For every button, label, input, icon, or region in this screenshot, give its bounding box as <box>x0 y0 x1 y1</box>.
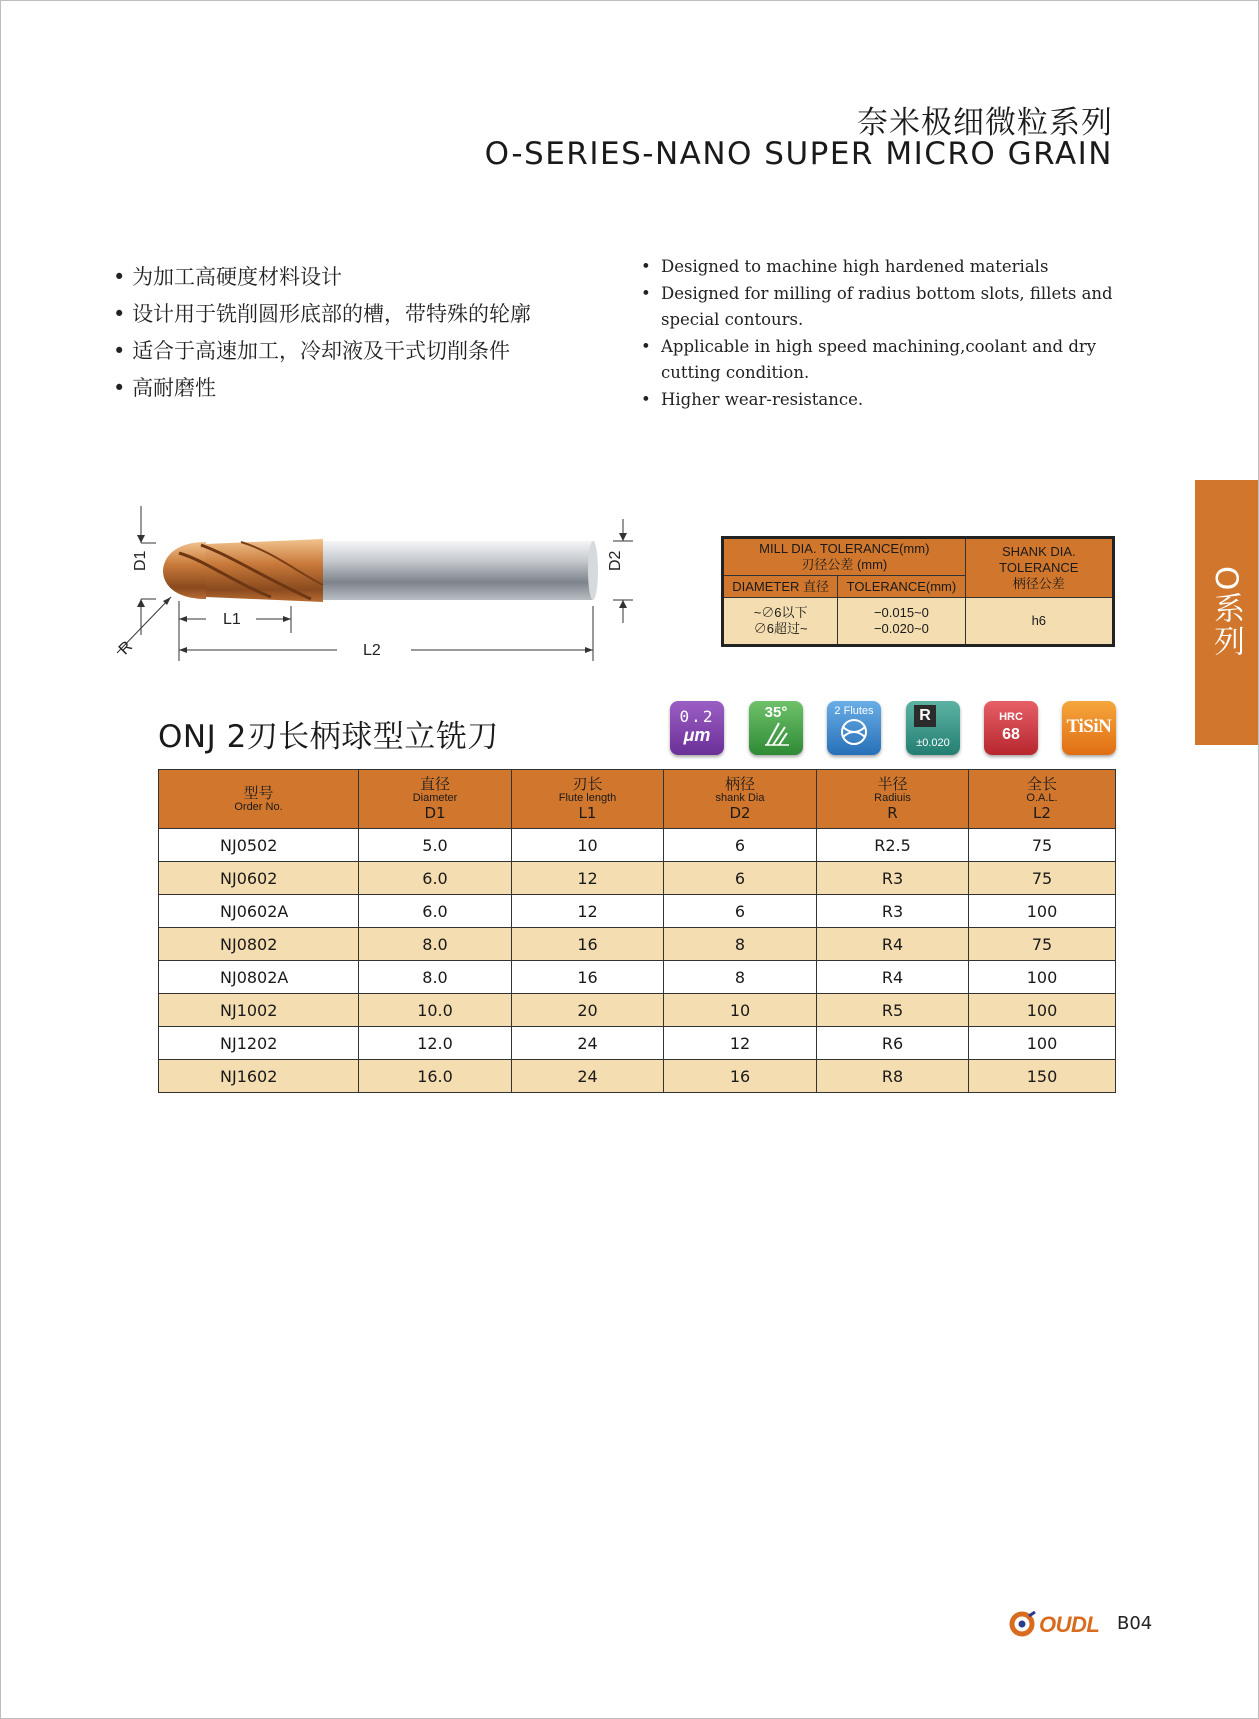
diameter-range-2: ∅6超过~ <box>753 621 808 636</box>
cell-flute-length: 16 <box>512 928 664 961</box>
cell-order-no: NJ0502 <box>159 829 359 862</box>
table-row <box>159 1060 1116 1093</box>
header-code: D2 <box>729 804 751 822</box>
shank-header-cn: 柄径公差 <box>1012 576 1065 591</box>
flutes-label: 2 Flutes <box>834 705 874 717</box>
table-row <box>159 895 1116 928</box>
header-code: L2 <box>1033 804 1051 822</box>
feature-cn-item: • 高耐磨性 <box>113 370 593 407</box>
label-d1: D1 <box>132 550 149 571</box>
helix-angle-icon <box>749 701 803 755</box>
cell-radius: R4 <box>817 928 969 961</box>
helix-drawing-icon <box>761 721 791 747</box>
grain-size-unit: μm <box>683 725 711 745</box>
header-flute-length <box>512 770 664 829</box>
page-title-en: O-SERIES-NANO SUPER MICRO GRAIN <box>484 136 1113 172</box>
cell-radius: R4 <box>817 961 969 994</box>
cell-oal: 150 <box>969 1060 1116 1093</box>
cell-flute-length: 20 <box>512 994 664 1027</box>
feature-cn-item: • 适合于高速加工，冷却液及干式切削条件 <box>113 333 593 370</box>
cell-radius: R8 <box>817 1060 969 1093</box>
cell-oal: 100 <box>969 961 1116 994</box>
flutes-drawing-icon <box>837 717 871 747</box>
coating-label: TiSiN <box>1066 716 1112 737</box>
flutes-icon <box>827 701 881 755</box>
radius-tolerance-value: ±0.020 <box>916 737 950 749</box>
grain-size-icon <box>670 701 724 755</box>
series-side-tab <box>1195 480 1258 745</box>
cell-diameter: 5.0 <box>359 829 512 862</box>
cell-radius: R5 <box>817 994 969 1027</box>
tolerance-value-2: −0.020~0 <box>873 621 929 636</box>
label-r: R <box>115 638 137 659</box>
hardness-icon <box>984 701 1038 755</box>
cell-radius: R3 <box>817 895 969 928</box>
cell-flute-length: 12 <box>512 862 664 895</box>
cell-flute-length: 24 <box>512 1027 664 1060</box>
header-cn: 直径 <box>419 775 450 793</box>
cell-order-no: NJ0602 <box>159 862 359 895</box>
table-row <box>159 862 1116 895</box>
header-en: O.A.L. <box>1026 792 1058 804</box>
cell-diameter: 6.0 <box>359 862 512 895</box>
page-number: B04 <box>1117 1613 1153 1634</box>
cell-flute-length: 16 <box>512 961 664 994</box>
cell-radius: R2.5 <box>817 829 969 862</box>
col-tolerance-header: TOLERANCE(mm) <box>838 576 965 598</box>
header-en: Flute length <box>558 792 617 804</box>
mill-tolerance-header <box>723 538 966 576</box>
label-d2: D2 <box>607 550 624 571</box>
cell-diameter: 8.0 <box>359 928 512 961</box>
tolerance-value-1: −0.015~0 <box>873 605 929 620</box>
cell-order-no: NJ1602 <box>159 1060 359 1093</box>
cell-diameter: 8.0 <box>359 961 512 994</box>
hrc-label: HRC <box>999 711 1023 723</box>
feature-en-item: • Higher wear-resistance. <box>641 387 1156 414</box>
cell-shank-dia: 6 <box>664 862 817 895</box>
cell-diameter: 16.0 <box>359 1060 512 1093</box>
mill-header-cn: 刃径公差 (mm) <box>801 557 888 572</box>
diameter-range-cell <box>723 598 838 646</box>
header-en: shank Dia <box>715 792 765 804</box>
coating-icon <box>1062 701 1116 755</box>
spec-header-row <box>159 770 1116 829</box>
cell-oal: 100 <box>969 994 1116 1027</box>
shank-header-en-2: TOLERANCE <box>999 560 1079 575</box>
cell-shank-dia: 16 <box>664 1060 817 1093</box>
shank-tolerance-value: h6 <box>965 598 1113 646</box>
shank-header-en-1: SHANK DIA. <box>1001 544 1076 559</box>
feature-cn-item: • 设计用于铣削圆形底部的槽，带特殊的轮廓 <box>113 296 593 333</box>
side-tab-label: O系列 <box>1208 566 1244 659</box>
cell-flute-length: 24 <box>512 1060 664 1093</box>
label-l2: L2 <box>363 642 381 659</box>
end-mill-icon <box>163 539 598 602</box>
cell-oal: 100 <box>969 895 1116 928</box>
feature-en-item: • Designed to machine high hardened materials <box>641 254 1156 281</box>
diameter-range-1: ~∅6以下 <box>753 605 808 620</box>
header-cn: 型号 <box>243 784 274 802</box>
mill-header-en: MILL DIA. TOLERANCE(mm) <box>759 541 930 556</box>
feature-en-item: • Designed for milling of radius bottom slots, fillets and special contours. <box>641 281 1156 334</box>
hrc-value: 68 <box>1002 726 1020 743</box>
header-cn: 全长 <box>1026 775 1057 793</box>
helix-angle-value: 35° <box>764 704 788 721</box>
cell-shank-dia: 8 <box>664 928 817 961</box>
product-title: ONJ 2刃长柄球型立铣刀 <box>158 719 499 755</box>
table-row <box>159 961 1116 994</box>
features-list-en <box>641 254 1156 413</box>
cell-shank-dia: 12 <box>664 1027 817 1060</box>
cell-shank-dia: 8 <box>664 961 817 994</box>
header-en: Order No. <box>234 801 283 813</box>
spec-table <box>158 769 1116 1093</box>
header-cn: 半径 <box>877 775 908 793</box>
header-oal <box>969 770 1116 829</box>
cell-shank-dia: 10 <box>664 994 817 1027</box>
cell-order-no: NJ0602A <box>159 895 359 928</box>
feature-cn-item: • 为加工高硬度材料设计 <box>113 259 593 296</box>
cell-flute-length: 10 <box>512 829 664 862</box>
header-code: L1 <box>578 804 597 822</box>
cell-order-no: NJ1202 <box>159 1027 359 1060</box>
header-diameter <box>359 770 512 829</box>
feature-icons <box>670 701 1118 757</box>
header-order-no <box>159 770 359 829</box>
page-footer <box>1009 1610 1153 1640</box>
table-row <box>159 1027 1116 1060</box>
page-title-cn: 奈米极细微粒系列 <box>857 105 1113 141</box>
header-en: Radiuis <box>874 792 911 804</box>
header-radius <box>817 770 969 829</box>
table-row <box>159 829 1116 862</box>
cell-shank-dia: 6 <box>664 829 817 862</box>
cell-diameter: 12.0 <box>359 1027 512 1060</box>
cell-radius: R6 <box>817 1027 969 1060</box>
header-en: Diameter <box>412 792 458 804</box>
cell-order-no: NJ1002 <box>159 994 359 1027</box>
cell-shank-dia: 6 <box>664 895 817 928</box>
shank-tolerance-header <box>965 538 1113 598</box>
cell-diameter: 6.0 <box>359 895 512 928</box>
cell-oal: 75 <box>969 928 1116 961</box>
header-code: R <box>887 804 898 822</box>
radius-tolerance-icon <box>906 701 960 755</box>
cell-diameter: 10.0 <box>359 994 512 1027</box>
feature-en-item: • Applicable in high speed machining,coolant and dry cutting condition. <box>641 334 1156 387</box>
header-shank-dia <box>664 770 817 829</box>
label-l1: L1 <box>223 611 241 628</box>
cell-oal: 100 <box>969 1027 1116 1060</box>
tolerance-table <box>721 536 1115 647</box>
features-list-cn <box>113 259 593 407</box>
header-cn: 柄径 <box>724 775 755 793</box>
brand-logo-text: OUDL <box>1039 1612 1100 1637</box>
radius-letter: R <box>914 705 936 727</box>
tolerance-value-cell <box>838 598 965 646</box>
grain-size-value: 0.2 <box>679 707 715 726</box>
col-diameter-header: DIAMETER 直径 <box>723 576 838 598</box>
cell-order-no: NJ0802A <box>159 961 359 994</box>
brand-logo-icon <box>1009 1610 1037 1638</box>
cell-radius: R3 <box>817 862 969 895</box>
table-row <box>159 928 1116 961</box>
cell-flute-length: 12 <box>512 895 664 928</box>
cell-order-no: NJ0802 <box>159 928 359 961</box>
cell-oal: 75 <box>969 829 1116 862</box>
table-row <box>159 994 1116 1027</box>
end-mill-diagram <box>111 501 641 671</box>
cell-oal: 75 <box>969 862 1116 895</box>
header-cn: 刃长 <box>572 775 603 793</box>
header-code: D1 <box>424 804 446 822</box>
